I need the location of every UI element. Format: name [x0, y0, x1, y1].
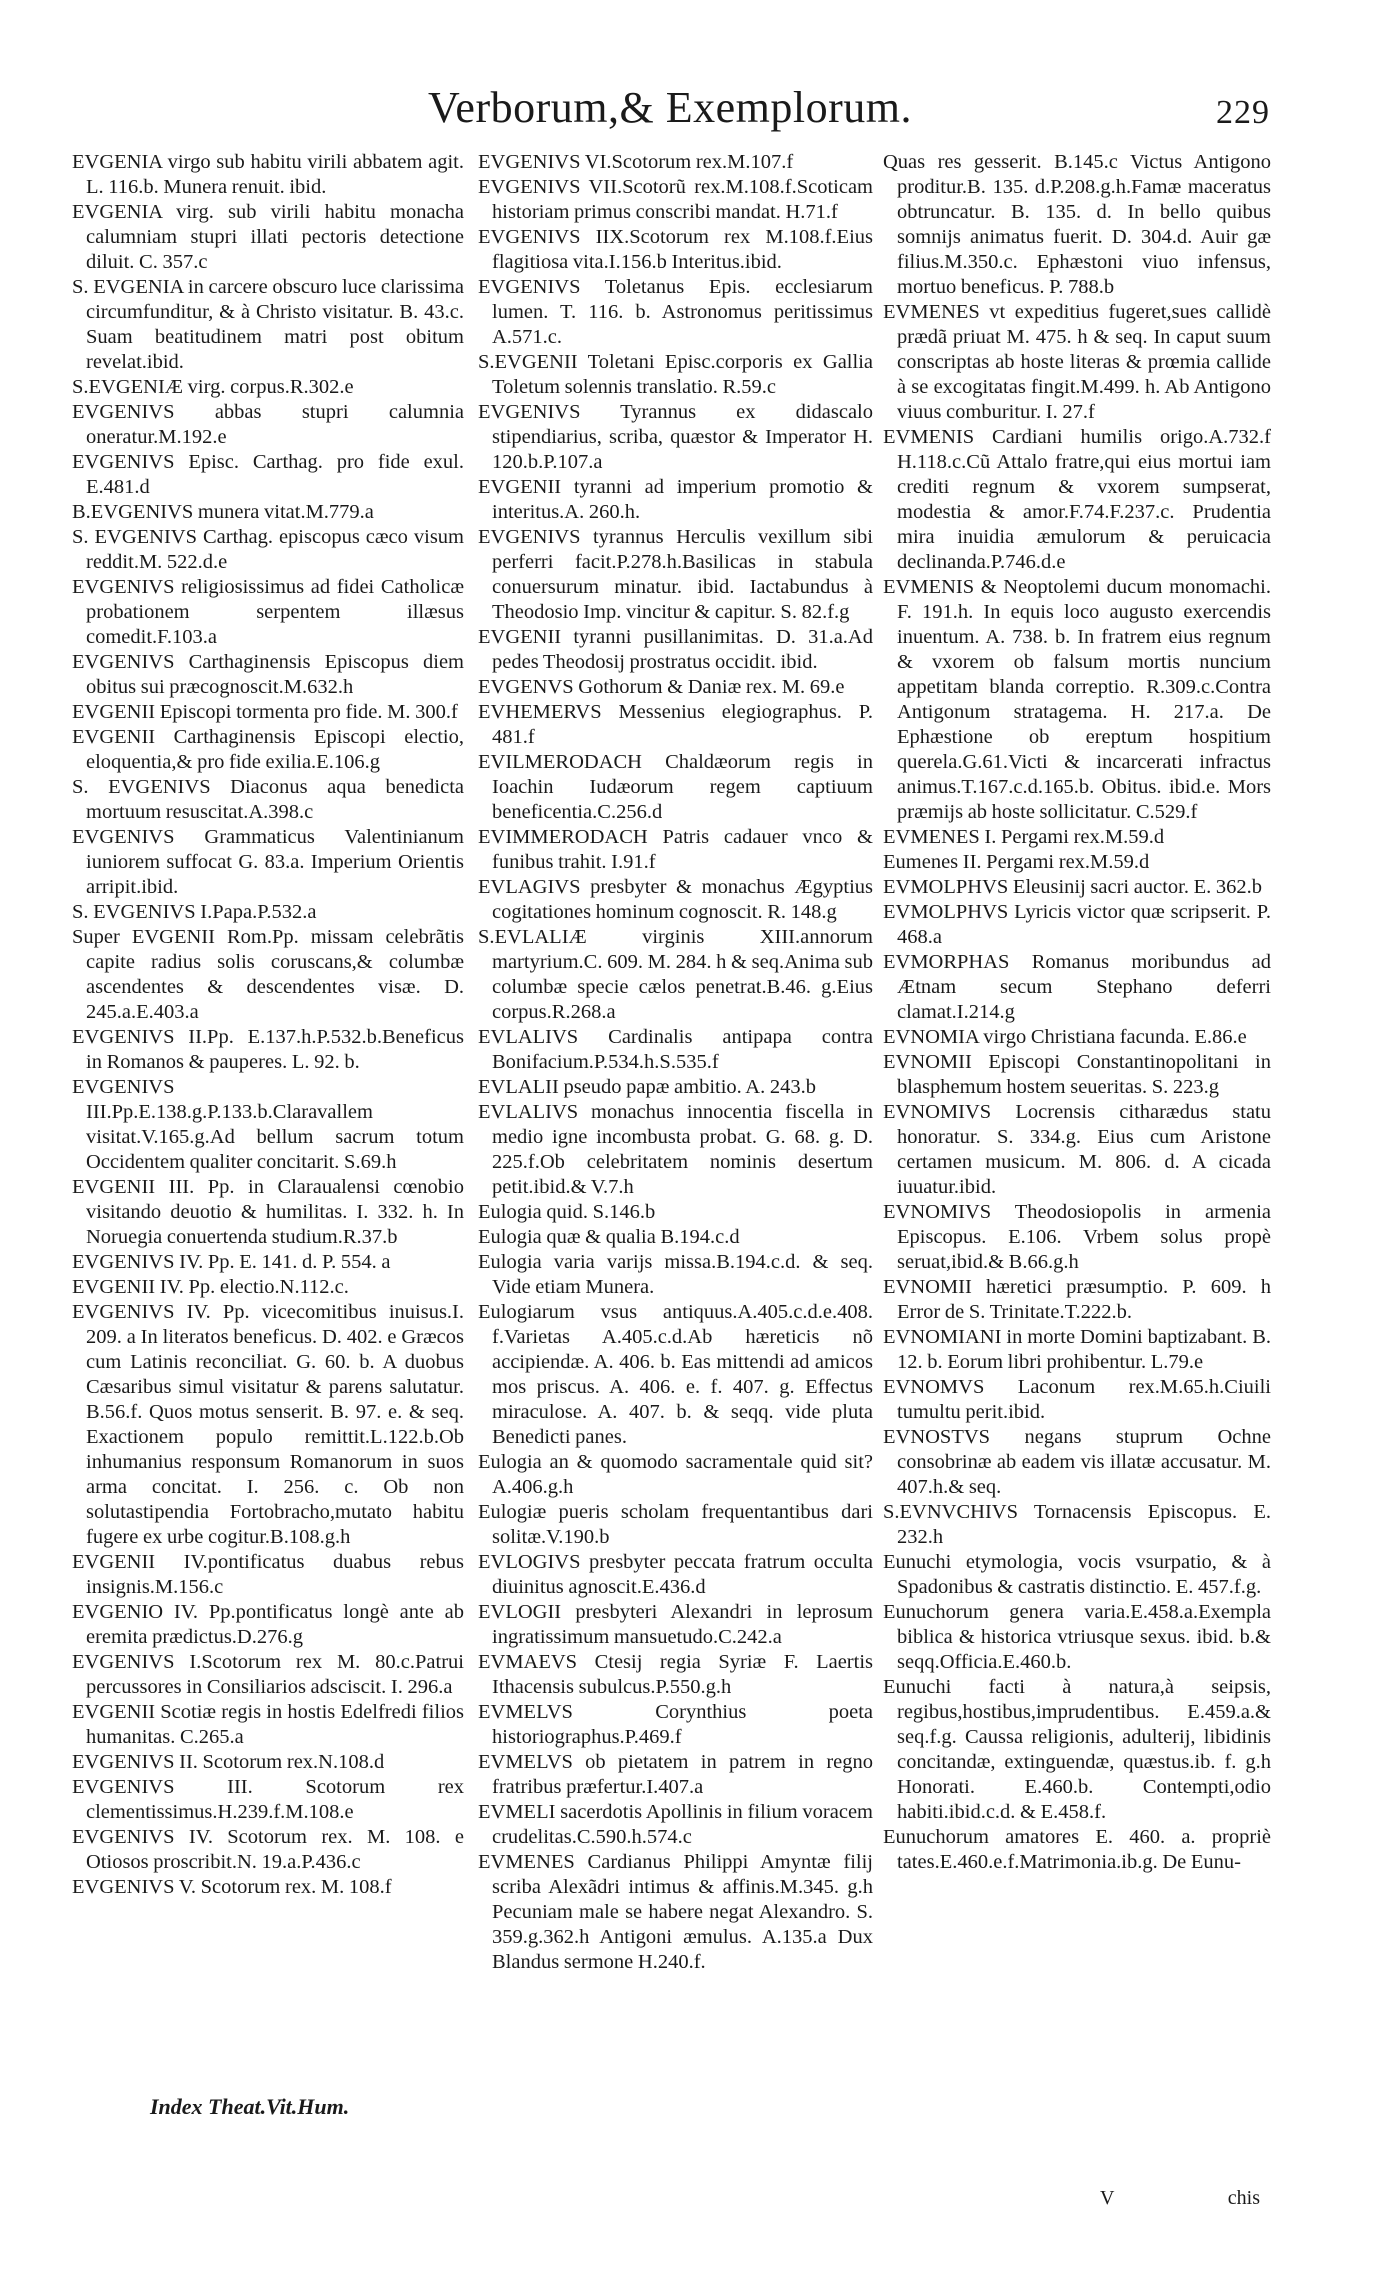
- index-entry: EVGENIVS IV. Pp. vicecomitibus inuisus.I. 209. a In literatos beneficus. D. 402. e Græcos cum Latinis reconciliat. G. 60. b. A duobus Cæsaribus simul visitatur & parens salutatur. B.56.f. Quos motus senserit. B. 97. e. & seq. Exactionem populo remittit.L.122.b.Ob inhumanius responsum Romanorum in suos arma concitat. I. 256. c. Ob non solutastipendia Fortobracho,mutato habitu fugere ex urbe cogitur.B.108.g.h: [72, 1301, 464, 1548]
- index-entry: EVMENES vt expeditius fugeret,sues callidè prædã priuat M. 475. h & seq. In caput suum conscriptas ab hoste literas & prœmia callide à se excogitatas fingit.M.499. h. Ab Antigono viuus comburitur. I. 27.f: [883, 301, 1271, 423]
- index-entry: EVMORPHAS Romanus moribundus ad Ætnam secum Stephano deferri clamat.I.214.g: [883, 951, 1271, 1023]
- index-entry: EVNOMIVS Locrensis citharædus statu honoratur. S. 334.g. Eius cum Aristone certamen musicum. M. 806. d. A cicada iuuatur.ibid.: [883, 1101, 1271, 1198]
- index-entry: EVGENIVS Grammaticus Valentinianum iuniorem suffocat G. 83.a. Imperium Orientis arripit.ibid.: [72, 826, 464, 898]
- running-title: Verborum,& Exemplorum.: [428, 83, 912, 132]
- index-entry: EVMAEVS Ctesij regia Syriæ F. Laertis Ithacensis subulcus.P.550.g.h: [478, 1651, 873, 1698]
- index-entry: EVGENII IV.pontificatus duabus rebus insignis.M.156.c: [72, 1551, 464, 1598]
- index-entry: EVLALIVS Cardinalis antipapa contra Bonifacium.P.534.h.S.535.f: [478, 1026, 873, 1073]
- index-entry: EVILMERODACH Chaldæorum regis in Ioachin Iudæorum regem captiuum beneficentia.C.256.d: [478, 751, 873, 823]
- index-entry: EVLALIVS monachus innocentia fiscella in medio igne incombusta probat. G. 68. g. D. 225.f.Ob celebritatem nominis desertum petit.ibid.& V.7.h: [478, 1101, 873, 1198]
- catchword: chis: [1227, 2187, 1260, 2209]
- index-entry: EVGENIVS abbas stupri calumnia oneratur.M.192.e: [72, 401, 464, 448]
- index-entry: EVLAGIVS presbyter & monachus Ægyptius cogitationes hominum cognoscit. R. 148.g: [478, 876, 873, 923]
- index-entry: EVGENIVS Episc. Carthag. pro fide exul. E.481.d: [72, 451, 464, 498]
- index-entry: S.EVGENIÆ virg. corpus.R.302.e: [72, 376, 354, 398]
- index-entry: EVHEMERVS Messenius elegiographus. P. 481.f: [478, 701, 873, 748]
- index-entry: EVGENIVS III.Pp.E.138.g.P.133.b.Claravallem visitat.V.165.g.Ad bellum sacrum totum Occidentem qualiter concitarit. S.69.h: [72, 1076, 464, 1173]
- index-entry: EVLALII pseudo papæ ambitio. A. 243.b: [478, 1076, 816, 1098]
- index-entry: Eulogiarum vsus antiquus.A.405.c.d.e.408. f.Varietas A.405.c.d.Ab hæreticis nõ accipiendæ. A. 406. b. Eas mittendi ad amicos mos priscus. A. 406. e. f. 407. g. Effectus miraculose. A. 407. b. & seqq. vide pluta Benedicti panes.: [478, 1301, 873, 1448]
- index-entry: EVGENVS Gothorum & Daniæ rex. M. 69.e: [478, 676, 845, 698]
- index-entry: EVMELVS ob pietatem in patrem in regno fratribus præfertur.I.407.a: [478, 1751, 873, 1798]
- index-entry: S.EVLALIÆ virginis XIII.annorum martyrium.C. 609. M. 284. h & seq.Anima sub columbæ specie cælos penetrat.B.46. g.Eius corpus.R.268.a: [478, 926, 873, 1023]
- index-entry: EVGENIVS Toletanus Epis. ecclesiarum lumen. T. 116. b. Astronomus peritissimus A.571.c.: [478, 276, 873, 348]
- index-entry: EVGENII Carthaginensis Episcopi electio, eloquentia,& pro fide exilia.E.106.g: [72, 726, 464, 773]
- index-entry: Eunuchorum amatores E. 460. a. propriè tates.E.460.e.f.Matrimonia.ib.g. De Eunu-: [883, 1826, 1271, 1873]
- index-entry: EVGENIVS V. Scotorum rex. M. 108.f: [72, 1876, 392, 1898]
- index-entry: Eunuchorum genera varia.E.458.a.Exempla biblica & historica vtriusque sexus. ibid. b.& seqq.Officia.E.460.b.: [883, 1601, 1271, 1673]
- index-entry: EVGENIVS IV. Scotorum rex. M. 108. e Otiosos proscribit.N. 19.a.P.436.c: [72, 1826, 464, 1873]
- index-entry: EVGENIA virg. sub virili habitu monacha calumniam stupri illati pectoris detectione diluit. C. 357.c: [72, 201, 464, 273]
- index-entry: S.EVGENII Toletani Episc.corporis ex Gallia Toletum solennis translatio. R.59.c: [478, 351, 873, 398]
- index-entry: EVNOMIA virgo Christiana facunda. E.86.e: [883, 1026, 1247, 1048]
- index-entry: EVGENIVS I.Scotorum rex M. 80.c.Patrui percussores in Consiliarios adsciscit. I. 296.a: [72, 1651, 464, 1698]
- index-column-1: [72, 150, 464, 2190]
- index-entry: EVGENIVS III. Scotorum rex clementissimus.H.239.f.M.108.e: [72, 1776, 464, 1823]
- index-entry: EVNOMIANI in morte Domini baptizabant. B. 12. b. Eorum libri prohibentur. L.79.e: [883, 1326, 1271, 1373]
- index-entry: Eulogia quid. S.146.b: [478, 1201, 656, 1223]
- index-entry: EVLOGIVS presbyter peccata fratrum occulta diuinitus agnoscit.E.436.d: [478, 1551, 873, 1598]
- index-column-3: [883, 150, 1271, 2190]
- index-entry: Eulogiæ pueris scholam frequentantibus dari solitæ.V.190.b: [478, 1501, 873, 1548]
- index-entry: EVGENII IV. Pp. electio.N.112.c.: [72, 1276, 349, 1298]
- index-entry: EVMENES I. Pergami rex.M.59.d: [883, 826, 1165, 848]
- index-entry: S. EVGENIVS Carthag. episcopus cæco visum reddit.M. 522.d.e: [72, 526, 464, 573]
- index-entry: EVGENIVS religiosissimus ad fidei Catholicæ probationem serpentem illæsus comedit.F.103.a: [72, 576, 464, 648]
- page-header: [0, 78, 1399, 150]
- index-entry: Eunuchi facti à natura,à seipsis, regibus,hostibus,imprudentibus. E.459.a.& seq.f.g. Caussa religionis, adulterij, libidinis concitandæ, extinguendæ, quæstus.ib. f. g.h Honorati. E.460.b. Contempti,odio habiti.ibid.c.d. & E.458.f.: [883, 1676, 1271, 1823]
- index-entry: EVGENIO IV. Pp.pontificatus longè ante ab eremita prædictus.D.276.g: [72, 1601, 464, 1648]
- index-entry: EVGENIVS VI.Scotorum rex.M.107.f: [478, 151, 794, 173]
- index-entry: S. EVGENIA in carcere obscuro luce clarissima circumfunditur, & à Christo visitatur. B. 43.c. Suam beatitudinem matri post obitum revelat.ibid.: [72, 276, 464, 373]
- index-entry: EVGENIVS IIX.Scotorum rex M.108.f.Eius flagitiosa vita.I.156.b Interitus.ibid.: [478, 226, 873, 273]
- index-entry: EVGENIVS II.Pp. E.137.h.P.532.b.Beneficus in Romanos & pauperes. L. 92. b.: [72, 1026, 464, 1073]
- index-entry: S.EVNVCHIVS Tornacensis Episcopus. E. 232.h: [883, 1501, 1271, 1548]
- index-entry: EVNOMII hæretici præsumptio. P. 609. h Error de S. Trinitate.T.222.b.: [883, 1276, 1271, 1323]
- index-entry: EVGENII Episcopi tormenta pro fide. M. 300.f: [72, 701, 458, 723]
- index-entry: EVMENES Cardianus Philippi Amyntæ filij scriba Alexãdri intimus & affinis.M.345. g.h Pecuniam male se habere negat Alexandro. S. 359.g.362.h Antigoni æmulus. A.135.a Dux Blandus sermone H.240.f.: [478, 1851, 873, 1973]
- index-entry: Quas res gesserit. B.145.c Victus Antigono proditur.B. 135. d.P.208.g.h.Famæ maceratus obtruncatur. B. 135. d. In bello quibus somnijs animatus fuerit. D. 304.d. Auir gæ filius.M.350.c. Ephæstoni viuo infensus, mortuo beneficus. P. 788.b: [883, 151, 1271, 298]
- index-entry: EVIMMERODACH Patris cadauer vnco & funibus trahit. I.91.f: [478, 826, 873, 873]
- index-column-2: [478, 150, 873, 2190]
- index-entry: EVMENIS Cardiani humilis origo.A.732.f H.118.c.Cũ Attalo fratre,qui eius mortui iam crediti regnum & vxorem sumpserat, modestia & amor.F.74.F.237.c. Prudentia mira inuidia æmulorum & peruicacia declinanda.P.746.d.e: [883, 426, 1271, 573]
- index-entry: EVMOLPHVS Eleusinij sacri auctor. E. 362.b: [883, 876, 1262, 898]
- index-entry: EVLOGII presbyteri Alexandri in leprosum ingratissimum mansuetudo.C.242.a: [478, 1601, 873, 1648]
- index-entry: EVGENII III. Pp. in Claraualensi cœnobio visitando deuotio & humilitas. I. 332. h. In Noruegia conuertenda studium.R.37.b: [72, 1176, 464, 1248]
- index-entry: Eulogia an & quomodo sacramentale quid sit?A.406.g.h: [478, 1451, 873, 1498]
- index-entry: Eulogia quæ & qualia B.194.c.d: [478, 1226, 740, 1248]
- index-entry: EVGENIVS IV. Pp. E. 141. d. P. 554. a: [72, 1251, 391, 1273]
- index-entry: Eunuchi etymologia, vocis vsurpatio, & à Spadonibus & castratis distinctio. E. 457.f.g.: [883, 1551, 1271, 1598]
- index-entry: B.EVGENIVS munera vitat.M.779.a: [72, 501, 374, 523]
- index-entry: EVMOLPHVS Lyricis victor quæ scripserit. P. 468.a: [883, 901, 1271, 948]
- index-entry: EVGENIVS Tyrannus ex didascalo stipendiarius, scriba, quæstor & Imperator H. 120.b.P.107.a: [478, 401, 873, 473]
- index-entry: EVNOMII Episcopi Constantinopolitani in blasphemum hostem seueritas. S. 223.g: [883, 1051, 1271, 1098]
- index-entry: EVGENII Scotiæ regis in hostis Edelfredi filios humanitas. C.265.a: [72, 1701, 464, 1748]
- footer-marks: [1100, 2184, 1260, 2212]
- index-entry: Eumenes II. Pergami rex.M.59.d: [883, 851, 1150, 873]
- index-entry: EVGENIVS II. Scotorum rex.N.108.d: [72, 1751, 385, 1773]
- index-entry: EVNOMIVS Theodosiopolis in armenia Episcopus. E.106. Vrbem solus propè seruat,ibid.& B.66.g.h: [883, 1201, 1271, 1273]
- index-entry: EVMELVS Corynthius poeta historiographus.P.469.f: [478, 1701, 873, 1748]
- index-entry: EVNOSTVS negans stuprum Ochne consobrinæ ab eadem vis illatæ accusatur. M. 407.h.& seq.: [883, 1426, 1271, 1498]
- page-number: 229: [1216, 94, 1270, 131]
- index-entry: S. EVGENIVS Diaconus aqua benedicta mortuum resuscitat.A.398.c: [72, 776, 464, 823]
- index-entry: EVGENIVS VII.Scotorũ rex.M.108.f.Scoticam historiam primus conscribi mandat. H.71.f: [478, 176, 873, 223]
- signature-line: Index Theat.Vit.Hum.: [150, 2094, 350, 2119]
- index-entry: EVGENII tyranni ad imperium promotio & interitus.A. 260.h.: [478, 476, 873, 523]
- index-entry: EVGENII tyranni pusillanimitas. D. 31.a.Ad pedes Theodosij prostratus occidit. ibid.: [478, 626, 873, 673]
- index-entry: Super EVGENII Rom.Pp. missam celebrãtis capite radius solis coruscans,& columbæ ascendentes & descendentes visæ. D. 245.a.E.403.a: [72, 926, 464, 1023]
- index-entry: EVGENIVS tyrannus Herculis vexillum sibi perferri facit.P.278.h.Basilicas in stabula conuersurum minatur. ibid. Iactabundus à Theodosio Imp. vincitur & capitur. S. 82.f.g: [478, 526, 873, 623]
- signature-mark: V: [1100, 2187, 1115, 2209]
- index-entry: S. EVGENIVS I.Papa.P.532.a: [72, 901, 317, 923]
- index-entry: EVNOMVS Laconum rex.M.65.h.Ciuili tumultu perit.ibid.: [883, 1376, 1271, 1423]
- index-entry: EVGENIA virgo sub habitu virili abbatem agit. L. 116.b. Munera renuit. ibid.: [72, 151, 464, 198]
- index-entry: EVGENIVS Carthaginensis Episcopus diem obitus sui præcognoscit.M.632.h: [72, 651, 464, 698]
- index-entry: EVMENIS & Neoptolemi ducum monomachi. F. 191.h. In equis loco augusto exercendis inuentum. A. 738. b. In fratrem eius regnum & vxorem ob falsum mortis nuncium appetitam blanda correptio. R.309.c.Contra Antigonum stratagema. H. 217.a. De Ephæstione ob ereptum hospitium querela.G.61.Victi & incarcerati infractus animus.T.167.c.d.165.b. Obitus. ibid.e. Mors præmijs ab hoste sollicitatur. C.529.f: [883, 576, 1271, 823]
- index-entry: Eulogia varia varijs missa.B.194.c.d. & seq. Vide etiam Munera.: [478, 1251, 873, 1298]
- index-entry: EVMELI sacerdotis Apollinis in filium voracem crudelitas.C.590.h.574.c: [478, 1801, 873, 1848]
